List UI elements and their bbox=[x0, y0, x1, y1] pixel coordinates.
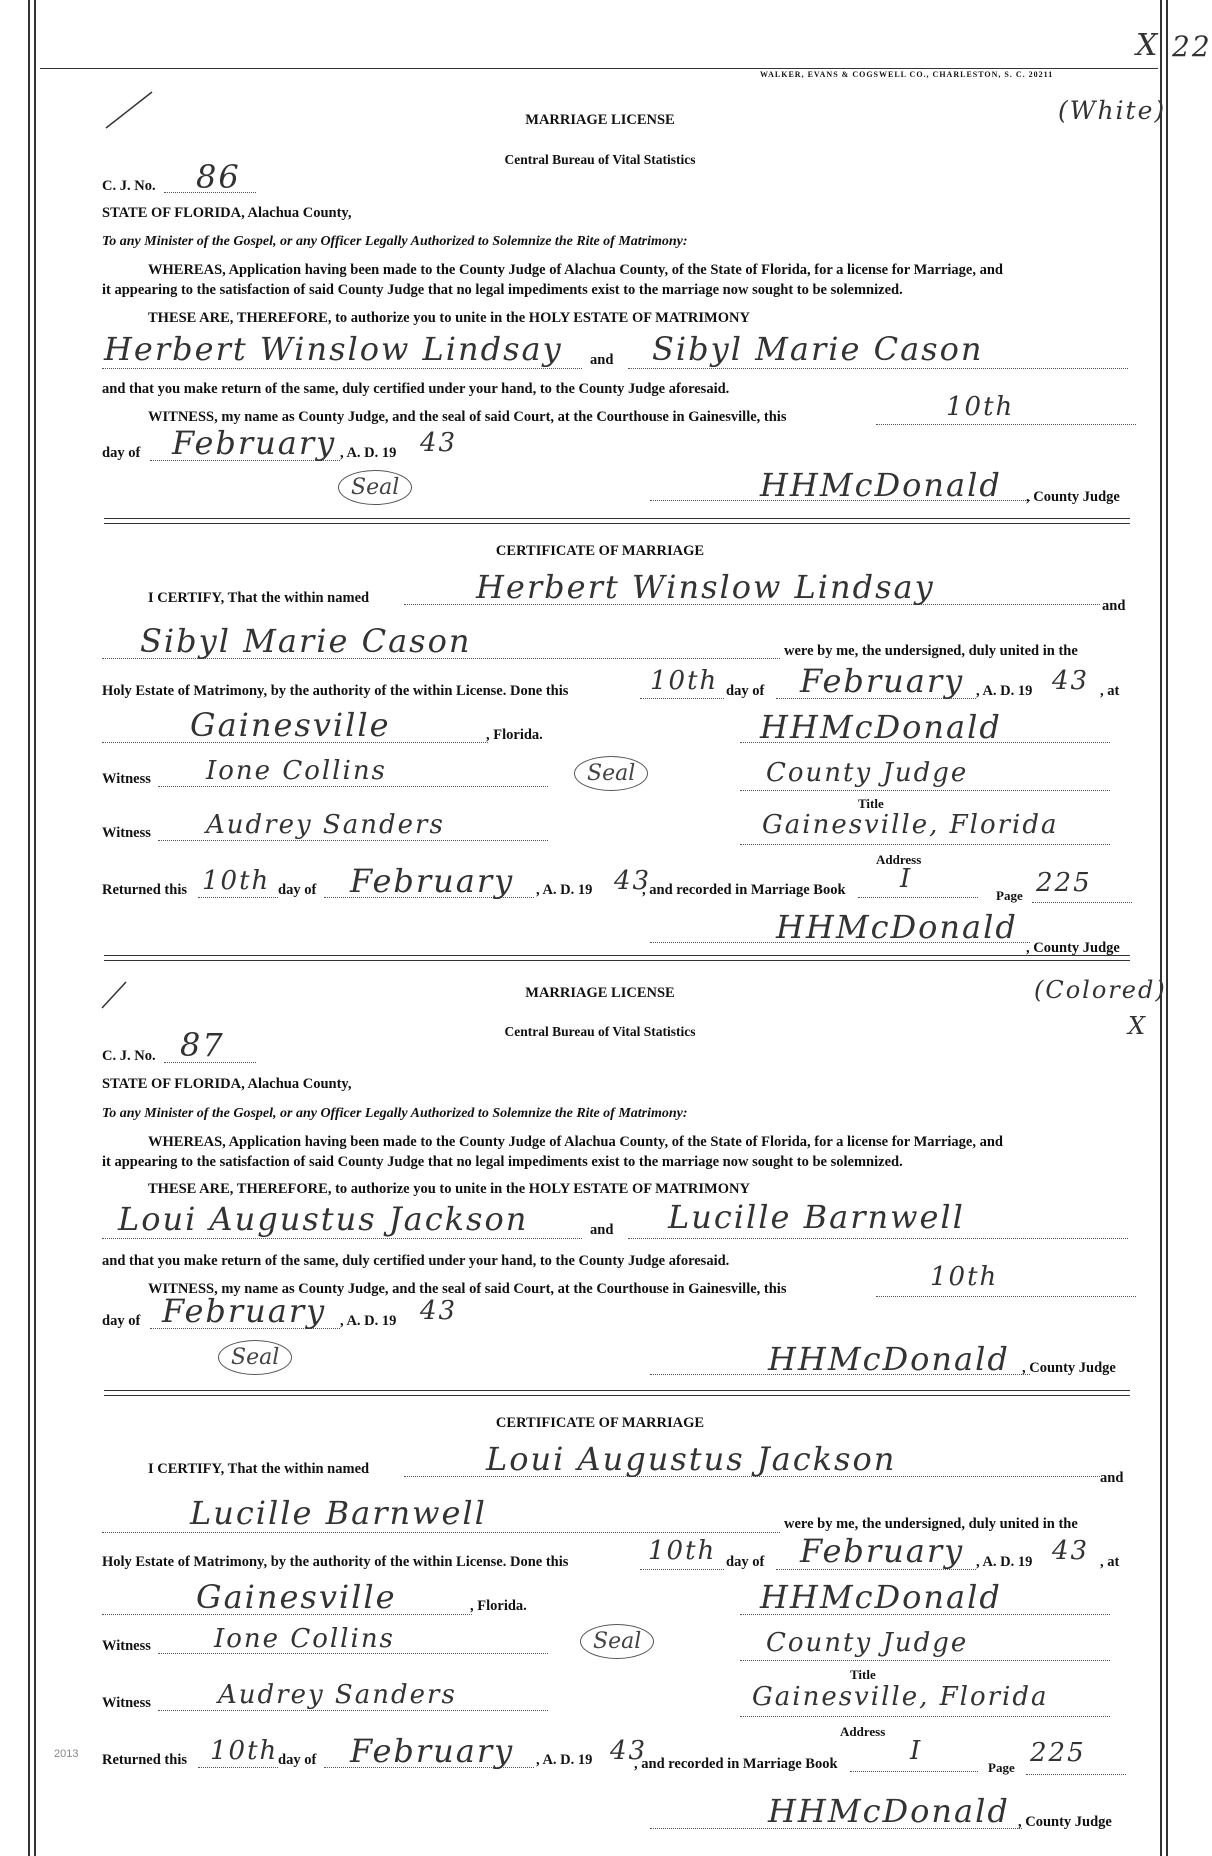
license2-ad: , A. D. 19 bbox=[340, 1313, 397, 1329]
license2-seal: Seal bbox=[218, 1340, 292, 1375]
cert1-witness2: Audrey Sanders bbox=[206, 810, 445, 840]
cert1-florida: , Florida. bbox=[486, 727, 543, 743]
cert2-page-label: Page bbox=[988, 1760, 1015, 1775]
cert1-returned-month: February bbox=[350, 862, 515, 900]
cert1-judge-signature: HHMcDonald bbox=[776, 908, 1018, 946]
cert2-witness2: Audrey Sanders bbox=[218, 1680, 457, 1710]
cert2-county-judge: , County Judge bbox=[1018, 1814, 1112, 1830]
cert2-returned-month: February bbox=[350, 1732, 515, 1770]
cert2-and: and bbox=[1100, 1470, 1124, 1486]
divider bbox=[104, 955, 1130, 956]
witness-line bbox=[158, 1710, 548, 1711]
cert2-title: CERTIFICATE OF MARRIAGE bbox=[495, 1415, 705, 1431]
bride-line bbox=[628, 368, 1128, 369]
left-border bbox=[28, 0, 30, 1856]
license2-race-note: (Colored) bbox=[1034, 976, 1167, 1004]
witness-line bbox=[158, 840, 548, 841]
cert1-were-united: were by me, the undersigned, duly united in the bbox=[784, 643, 1078, 659]
cert2-officiant-title: County Judge bbox=[766, 1628, 969, 1658]
license2-year: 43 bbox=[420, 1296, 458, 1326]
cert1-witness1: Ione Collins bbox=[206, 756, 387, 786]
license2-judge-signature: HHMcDonald bbox=[768, 1340, 1010, 1378]
divider bbox=[104, 960, 1130, 961]
cert1-returned-ad: , A. D. 19 bbox=[536, 882, 593, 898]
cert2-title-label: Title bbox=[850, 1667, 876, 1682]
license1-these-are: THESE ARE, THEREFORE, to authorize you to unite in the HOLY ESTATE OF MATRIMONY bbox=[148, 310, 750, 326]
license2-return-text: and that you make return of the same, duly certified under your hand, to the County Judge aforesaid. bbox=[102, 1253, 730, 1269]
cert1-witness-label: Witness bbox=[102, 771, 151, 787]
cert1-at: , at bbox=[1100, 683, 1120, 699]
license1-return-text: and that you make return of the same, duly certified under your hand, to the County Judge aforesaid. bbox=[102, 381, 730, 397]
cert1-recorded: , and recorded in Marriage Book bbox=[642, 882, 846, 898]
cert2-seal: Seal bbox=[580, 1624, 654, 1659]
license1-county-judge: , County Judge bbox=[1026, 489, 1120, 505]
divider bbox=[104, 1395, 1130, 1396]
right-border-inner bbox=[1166, 0, 1168, 1856]
license1-seal: Seal bbox=[338, 470, 412, 505]
witness-line bbox=[158, 786, 548, 787]
license1-race-note: (White) bbox=[1058, 96, 1167, 125]
page-line bbox=[1032, 902, 1132, 903]
cert2-returned-day: 10th bbox=[210, 1736, 279, 1766]
day-line bbox=[876, 424, 1136, 425]
cert2-returned-day-of: day of bbox=[278, 1752, 317, 1768]
cert1-book: I bbox=[900, 864, 913, 894]
divider bbox=[104, 523, 1130, 524]
cert1-returned-day: 10th bbox=[202, 866, 271, 896]
book-line bbox=[858, 897, 978, 898]
license2-to-any: To any Minister of the Gospel, or any Officer Legally Authorized to Solemnize the Rite of Matrimony: bbox=[102, 1106, 688, 1121]
cert2-returned-year: 43 bbox=[610, 1736, 648, 1766]
license1-month: February bbox=[172, 424, 337, 462]
day-line bbox=[640, 698, 724, 699]
cert1-county-judge: , County Judge bbox=[1026, 940, 1120, 956]
cert1-and: and bbox=[1102, 598, 1126, 614]
license1-whereas-cont: it appearing to the satisfaction of said County Judge that no legal impediments exist to the marriage now sought to be solemnized. bbox=[102, 282, 903, 298]
license1-state: STATE OF FLORIDA, Alachua County, bbox=[102, 205, 352, 221]
license2-whereas: WHEREAS, Application having been made to the County Judge of Alachua County, of the State of Florida, for a license for Marriage, and bbox=[148, 1134, 1003, 1150]
cert1-officiant-title: County Judge bbox=[766, 758, 969, 788]
license1-whereas: WHEREAS, Application having been made to the County Judge of Alachua County, of the State of Florida, for a license for Marriage, and bbox=[148, 262, 1003, 278]
cert1-returned-day-of: day of bbox=[278, 882, 317, 898]
cert2-witness-label: Witness bbox=[102, 1638, 151, 1654]
license2-state: STATE OF FLORIDA, Alachua County, bbox=[102, 1076, 352, 1092]
divider bbox=[104, 518, 1130, 519]
cert2-returned-ad: , A. D. 19 bbox=[536, 1752, 593, 1768]
license2-cj-number: 87 bbox=[180, 1026, 225, 1064]
cert2-florida: , Florida. bbox=[470, 1598, 527, 1614]
groom-line bbox=[102, 1238, 582, 1239]
license1-day: 10th bbox=[946, 392, 1015, 422]
license2-these-are: THESE ARE, THEREFORE, to authorize you to unite in the HOLY ESTATE OF MATRIMONY bbox=[148, 1181, 750, 1197]
bride-line bbox=[102, 1532, 780, 1533]
address-line bbox=[740, 1716, 1110, 1717]
cert1-bride-name: Sibyl Marie Cason bbox=[140, 622, 472, 660]
day-line bbox=[876, 1296, 1136, 1297]
cert2-page-number: 225 bbox=[1030, 1738, 1086, 1768]
license2-title: MARRIAGE LICENSE bbox=[525, 985, 675, 1001]
license1-cj-number: 86 bbox=[196, 158, 241, 196]
cert2-at: , at bbox=[1100, 1554, 1120, 1570]
cert1-certify: I CERTIFY, That the within named bbox=[148, 590, 370, 606]
cert2-month: February bbox=[800, 1532, 965, 1570]
address-line bbox=[740, 844, 1110, 845]
cert2-witness2-label: Witness bbox=[102, 1695, 151, 1711]
license2-groom-name: Loui Augustus Jackson bbox=[118, 1200, 529, 1238]
cert1-year: 43 bbox=[1052, 666, 1090, 696]
cert1-seal: Seal bbox=[574, 756, 648, 791]
cert2-day: 10th bbox=[648, 1536, 717, 1566]
printer-imprint: WALKER, EVANS & COGSWELL CO., CHARLESTON, S. C. 20211 bbox=[760, 70, 1054, 79]
book-line bbox=[850, 1771, 978, 1772]
cert2-address-label: Address bbox=[840, 1724, 886, 1739]
license2-county-judge: , County Judge bbox=[1022, 1360, 1116, 1376]
left-border-inner bbox=[34, 0, 36, 1856]
license2-cj-label: C. J. No. bbox=[102, 1048, 156, 1064]
cert1-returned-year: 43 bbox=[614, 866, 652, 896]
title-line bbox=[740, 790, 1110, 791]
license1-ad: , A. D. 19 bbox=[340, 445, 397, 461]
day-line bbox=[198, 897, 278, 898]
license1-judge-signature: HHMcDonald bbox=[760, 466, 1002, 504]
cert1-address: Gainesville, Florida bbox=[762, 810, 1059, 840]
cert2-year: 43 bbox=[1052, 1536, 1090, 1566]
license2-month: February bbox=[162, 1292, 327, 1330]
cert2-judge-signature: HHMcDonald bbox=[768, 1792, 1010, 1830]
cert2-bride-name: Lucille Barnwell bbox=[190, 1494, 487, 1532]
cert1-groom-name: Herbert Winslow Lindsay bbox=[476, 568, 935, 606]
license1-cj-label: C. J. No. bbox=[102, 178, 156, 194]
cert2-recorded: , and recorded in Marriage Book bbox=[634, 1756, 838, 1772]
header-rule bbox=[40, 68, 1158, 69]
cert1-page-label: Page bbox=[996, 888, 1023, 903]
cert1-day-of: day of bbox=[726, 683, 765, 699]
license2-mark: X bbox=[1128, 1012, 1148, 1040]
cert2-book: I bbox=[910, 1736, 923, 1766]
cert1-holy-estate: Holy Estate of Matrimony, by the authority of the within License. Done this bbox=[102, 683, 569, 699]
cert2-certify: I CERTIFY, That the within named bbox=[148, 1461, 370, 1477]
cert2-were-united: were by me, the undersigned, duly united in the bbox=[784, 1516, 1078, 1532]
license2-bureau: Central Bureau of Vital Statistics bbox=[504, 1024, 696, 1039]
license1-bureau: Central Bureau of Vital Statistics bbox=[504, 152, 696, 167]
title-line bbox=[740, 1660, 1110, 1661]
license1-year: 43 bbox=[420, 428, 458, 458]
cert1-witness2-label: Witness bbox=[102, 825, 151, 841]
license1-witness-text: WITNESS, my name as County Judge, and the seal of said Court, at the Courthouse in Gainesville, this bbox=[148, 409, 787, 425]
cert2-witness1: Ione Collins bbox=[214, 1624, 395, 1654]
license1-bride-name: Sibyl Marie Cason bbox=[652, 330, 984, 368]
cert1-officiant: HHMcDonald bbox=[760, 708, 1002, 746]
license2-and: and bbox=[590, 1222, 614, 1238]
cert1-ad: , A. D. 19 bbox=[976, 683, 1033, 699]
cert1-returned: Returned this bbox=[102, 882, 187, 898]
watermark: 2013 bbox=[54, 1748, 79, 1760]
cert2-groom-name: Loui Augustus Jackson bbox=[486, 1440, 897, 1478]
license1-and: and bbox=[590, 352, 614, 368]
corner-mark: X bbox=[1136, 28, 1160, 63]
cert2-day-of: day of bbox=[726, 1554, 765, 1570]
cert1-page-number: 225 bbox=[1036, 868, 1092, 898]
cert2-officiant: HHMcDonald bbox=[760, 1578, 1002, 1616]
cert2-address: Gainesville, Florida bbox=[752, 1682, 1049, 1712]
right-border bbox=[1160, 0, 1162, 1856]
license2-witness-text: WITNESS, my name as County Judge, and the seal of said Court, at the Courthouse in Gainesville, this bbox=[148, 1281, 787, 1297]
cert1-title-label: Title bbox=[858, 796, 884, 811]
license2-whereas-cont: it appearing to the satisfaction of said County Judge that no legal impediments exist to the marriage now sought to be solemnized. bbox=[102, 1154, 903, 1170]
divider bbox=[104, 1390, 1130, 1391]
cert1-day: 10th bbox=[650, 666, 719, 696]
cert2-ad: , A. D. 19 bbox=[976, 1554, 1033, 1570]
cert1-title: CERTIFICATE OF MARRIAGE bbox=[495, 543, 705, 559]
cert2-returned: Returned this bbox=[102, 1752, 187, 1768]
cert1-place: Gainesville bbox=[190, 706, 391, 744]
bride-line bbox=[628, 1238, 1128, 1239]
license2-day-of: day of bbox=[102, 1313, 141, 1329]
license1-groom-name: Herbert Winslow Lindsay bbox=[104, 330, 563, 368]
license2-day: 10th bbox=[930, 1262, 999, 1292]
day-line bbox=[640, 1569, 724, 1570]
corner-page-number: 22 bbox=[1172, 30, 1212, 63]
groom-line bbox=[102, 368, 582, 369]
cert2-holy-estate: Holy Estate of Matrimony, by the authority of the within License. Done this bbox=[102, 1554, 569, 1570]
page-line bbox=[1026, 1774, 1126, 1775]
cert1-address-label: Address bbox=[876, 852, 922, 867]
cert2-place: Gainesville bbox=[196, 1578, 397, 1616]
license1-to-any: To any Minister of the Gospel, or any Officer Legally Authorized to Solemnize the Rite of Matrimony: bbox=[102, 234, 688, 249]
day-line bbox=[198, 1767, 278, 1768]
cert1-month: February bbox=[800, 662, 965, 700]
license2-bride-name: Lucille Barnwell bbox=[668, 1198, 965, 1236]
license1-title: MARRIAGE LICENSE bbox=[525, 112, 675, 128]
license1-day-of: day of bbox=[102, 445, 141, 461]
